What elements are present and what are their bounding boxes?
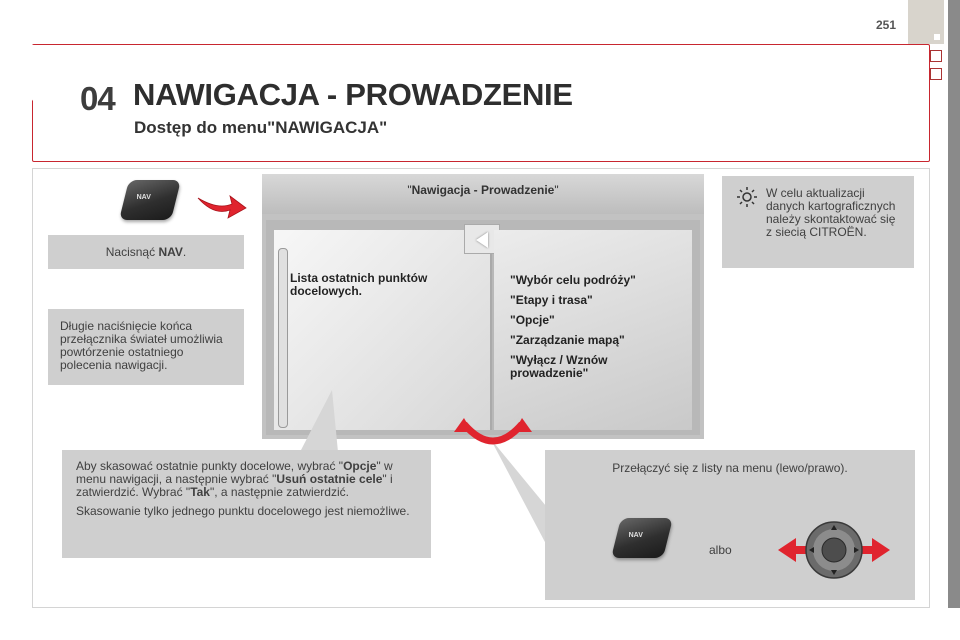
long-press-text: Długie naciśnięcie końca przełącznika świateł umożliwia powtórzenie ostatniego polecenia nawigacji. xyxy=(60,319,223,372)
menu-item-stages-route[interactable]: "Etapy i trasa" xyxy=(510,293,593,307)
page-subtitle: Dostęp do menu"NAWIGACJA" xyxy=(134,118,388,137)
nav-button-bottom[interactable] xyxy=(611,518,673,558)
menu-item-stop-resume[interactable]: "Wyłącz / Wznów prowadzenie" xyxy=(510,353,608,380)
press-nav-box xyxy=(48,235,244,269)
menu-item-options[interactable]: "Opcje" xyxy=(510,313,555,327)
right-edge-strip xyxy=(948,0,960,608)
page-title: NAWIGACJA - PROWADZENIE xyxy=(133,77,573,112)
corner-tab xyxy=(908,0,944,44)
list-scrollbar[interactable] xyxy=(278,248,288,428)
delete-note: Skasowanie tylko jednego punktu docelowego jest niemożliwe. xyxy=(76,504,410,518)
arrow-right-icon xyxy=(196,190,248,220)
rotary-controller-icon[interactable] xyxy=(776,516,892,586)
page-number: 251 xyxy=(876,18,897,32)
chapter-marker-1 xyxy=(930,50,942,62)
navigation-menu-panel xyxy=(494,230,692,430)
swap-arrows-icon xyxy=(450,418,536,456)
sun-info-icon xyxy=(736,186,758,208)
menu-item-map-management[interactable]: "Zarządzanie mapą" xyxy=(510,333,625,347)
switch-text: Przełączyć się z listy na menu (lewo/prawo). xyxy=(612,461,848,475)
delete-instructions: Aby skasować ostatnie punkty docelowe, wybrać "Opcje" w menu nawigacji, a następnie wybrać "Usuń ostatnie cele" i zatwierdzić. Wybrać "Tak", a następnie zatwierdzić. xyxy=(76,459,393,499)
press-nav-key: NAV xyxy=(158,245,183,259)
menu-item-destination[interactable]: "Wybór celu podróży" xyxy=(510,273,636,287)
chapter-number: 04 xyxy=(80,80,115,117)
nav-button[interactable] xyxy=(119,180,181,220)
or-text: albo xyxy=(709,543,732,557)
screen-title-text: Nawigacja - Prowadzenie xyxy=(411,183,555,197)
nav-button-bottom-label: NAV xyxy=(628,532,643,539)
info-text: W celu aktualizacji danych kartograficznych należy skontaktować się z siecią CITROËN. xyxy=(766,186,896,239)
info-box xyxy=(722,176,914,268)
long-press-box xyxy=(48,309,244,385)
screen-title: "Nawigacja - Prowadzenie" xyxy=(262,174,704,214)
delete-destinations-box xyxy=(62,450,431,558)
back-arrow-icon xyxy=(476,232,488,248)
recent-destinations-item[interactable]: Lista ostatnich punktów docelowych. xyxy=(290,271,428,298)
nav-button-label: NAV xyxy=(136,194,151,201)
press-nav-text: Nacisnąć xyxy=(105,245,159,259)
chapter-marker-2 xyxy=(930,68,942,80)
callout-pointer-left xyxy=(290,388,340,454)
press-nav-suffix: . xyxy=(182,245,187,259)
